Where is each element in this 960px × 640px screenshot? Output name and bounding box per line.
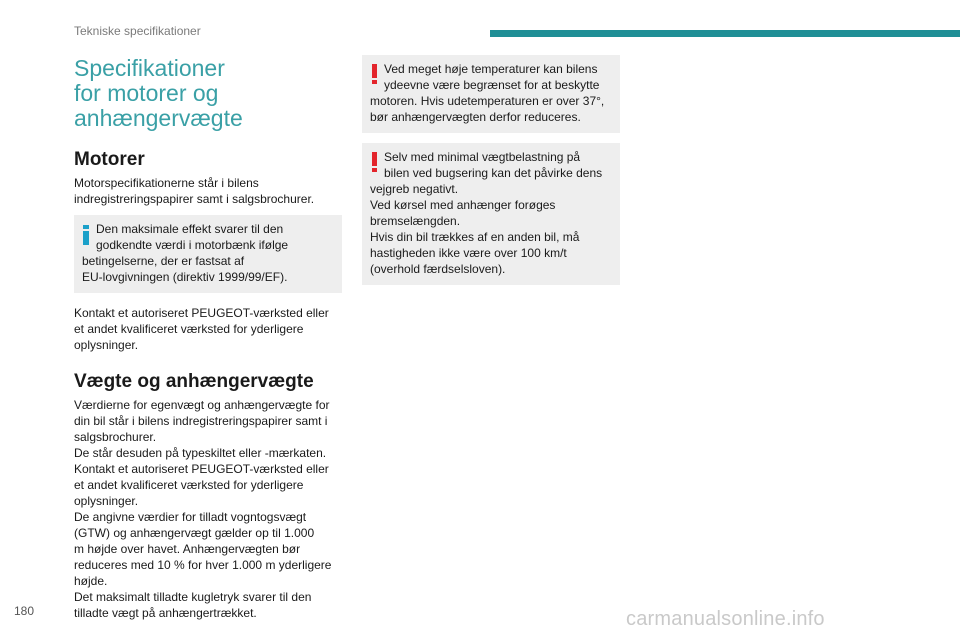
weights-body: Værdierne for egenvægt og anhængervægte for din bil står i bilens indregistreringspapirer samt i salgsbrochurer. De står desuden på typeskiltet eller -mærkaten. Kontakt et autoriseret PEUGEOT-værksted eller et andet kvalificeret værksted for yderligere oplysninger. De angivne værdier for tilladt vogntogsvægt (GTW) og anhængervægt gælder op til 1.000 m højde over havet. Anhængervægten bør reduceres med 10 % for hver 1.000 m yderligere højde. Det maksimalt tilladte kugletryk svarer til den tilladte vægt på anhængertrækket.: [74, 398, 332, 620]
chapter-title: Specifikationer for motorer og anhængervægte: [74, 55, 243, 131]
warning-box-temperature: [362, 55, 620, 133]
section-title: Tekniske specifikationer: [74, 24, 201, 38]
warning-text-temperature: Ved meget høje temperaturer kan bilens ydeevne være begrænset for at beskytte motoren. Hvis udetemperaturen er over 37°, bør anhængervægten derfor reduceres.: [370, 62, 605, 124]
engines-heading: Motorer: [74, 149, 145, 170]
header-accent-bar: [490, 30, 960, 37]
warning-box-towing: [362, 143, 620, 285]
weights-heading: Vægte og anhængervægte: [74, 371, 314, 392]
right-column: [362, 55, 620, 295]
info-box-text: Den maksimale effekt svarer til den godkendte værdi i motorbænk ifølge betingelserne, der er fastsat af EU-lovgivningen (direktiv 1999/99/EF).: [82, 222, 289, 284]
engines-intro: Motorspecifikationerne står i bilens indregistreringspapirer samt i salgsbrochurer.: [74, 176, 315, 206]
page-number: 180: [14, 604, 35, 618]
warning-icon: [372, 152, 377, 172]
info-box: [74, 215, 342, 293]
left-column: [74, 56, 342, 621]
engines-contact: Kontakt et autoriseret PEUGEOT-værksted eller et andet kvalificeret værksted for yderligere oplysninger.: [74, 306, 329, 352]
warning-icon: [372, 64, 377, 84]
info-icon: [83, 225, 89, 245]
watermark: carmanualsonline.info: [626, 608, 825, 630]
warning-text-towing: Selv med minimal vægtbelastning på bilen ved bugsering kan det påvirke dens vejgreb negativt. Ved kørsel med anhænger forøges bremselængden. Hvis din bil trækkes af en anden bil, må hastigheden ikke være over 100 km/t (overhold færdselsloven).: [370, 150, 603, 276]
